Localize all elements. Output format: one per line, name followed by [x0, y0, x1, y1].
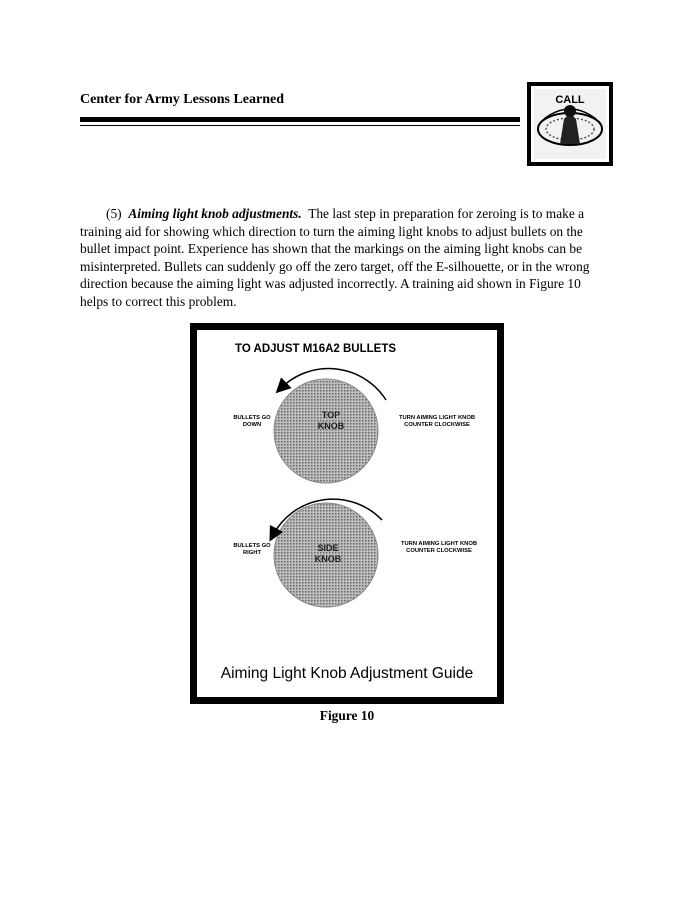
paragraph-number: (5)	[106, 206, 122, 221]
side-knob-bullets-line-2: RIGHT	[242, 550, 262, 556]
call-logo-emblem	[534, 89, 606, 159]
paragraph-line-4: misinterpreted. Bullets can suddenly go off the zero target, off the E-silhouette, or in the wrong	[80, 258, 590, 274]
top-knob-bullets-line-1: BULLETS GO	[233, 415, 271, 421]
figure-10	[190, 323, 504, 704]
side-knob-turn-line-1: TURN AIMING LIGHT KNOB	[400, 541, 478, 547]
body-paragraph	[80, 205, 620, 311]
call-logo	[527, 82, 613, 166]
call-logo-text: CALL	[555, 94, 585, 106]
figure-panel	[196, 329, 498, 698]
figure-caption: Figure 10	[319, 708, 375, 723]
top-knob-circle	[274, 379, 378, 483]
paragraph-lead: Aiming light knob adjustments.	[128, 206, 302, 221]
paragraph-line-5: direction because the aiming light was adjusted incorrectly. A training aid shown in Figure 10	[80, 276, 581, 292]
top-knob-turn-line-2: COUNTER CLOCKWISE	[404, 422, 470, 428]
header-rule-thick	[80, 117, 520, 122]
side-knob-label-1: SIDE	[317, 543, 339, 553]
top-knob-bullets-line-2: DOWN	[242, 422, 262, 428]
paragraph-line-1: The last step in preparation for zeroing is to make a	[308, 206, 585, 221]
top-knob-turn-line-1: TURN AIMING LIGHT KNOB	[398, 415, 476, 421]
guide-title: Aiming Light Knob Adjustment Guide	[220, 665, 474, 682]
header-rule-thin	[80, 125, 520, 126]
side-knob-bullets-line-1: BULLETS GO	[233, 543, 271, 549]
paragraph-line-6: helps to correct this problem.	[80, 293, 237, 309]
adjustment-guide-diagram	[197, 330, 497, 697]
side-knob-label-2: KNOB	[314, 554, 342, 564]
paragraph-line-2: training aid for showing which direction to turn the aiming light knobs to adjust bullets on the	[80, 223, 583, 239]
header-title: Center for Army Lessons Learned	[80, 92, 285, 107]
top-knob-label-1: TOP	[321, 410, 341, 420]
side-knob-turn-line-2: COUNTER CLOCKWISE	[406, 548, 472, 554]
paragraph-line-3: bullet impact point. Experience has shown that the markings on the aiming light knobs can be	[80, 241, 583, 257]
figure-title: TO ADJUST M16A2 BULLETS	[235, 343, 397, 355]
top-knob-label-2: KNOB	[317, 421, 345, 431]
